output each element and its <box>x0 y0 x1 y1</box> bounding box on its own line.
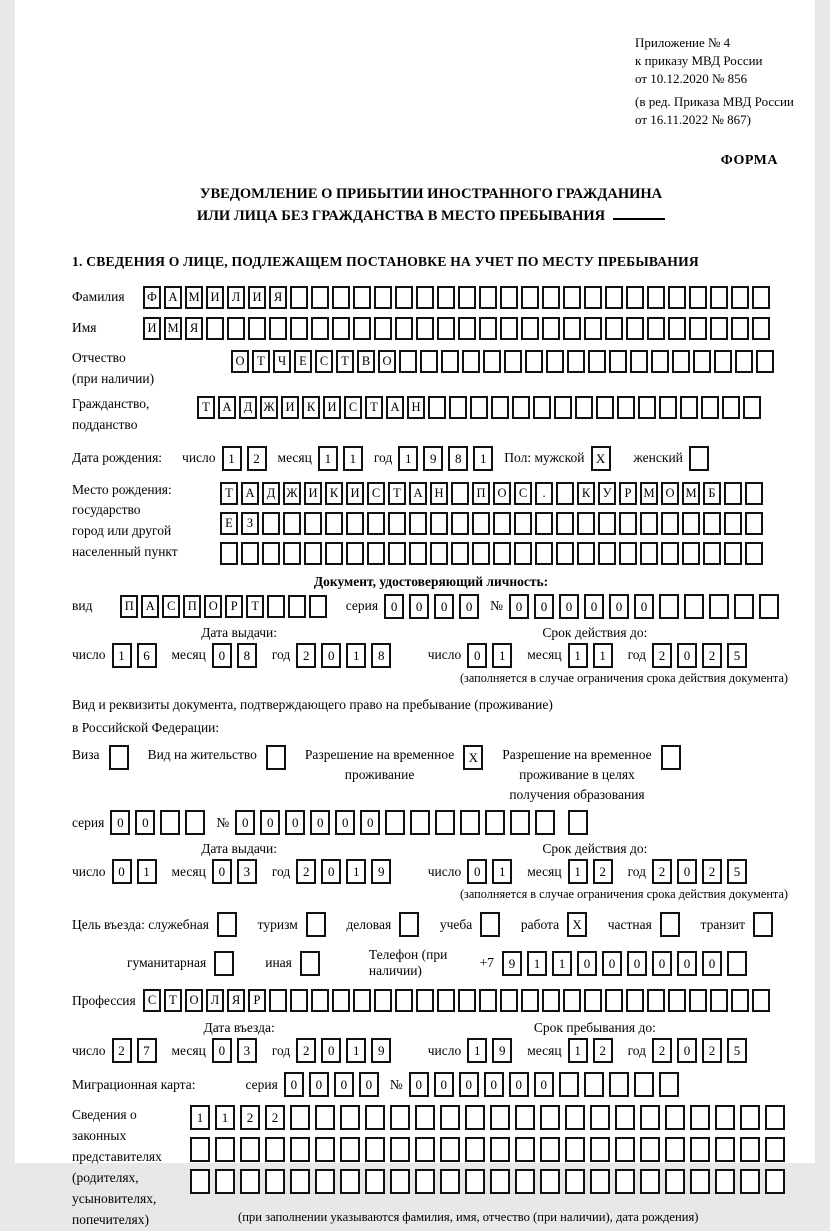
arrival-notification-form <box>15 0 815 1227</box>
purpose-private-label: частная <box>607 916 652 932</box>
res-valid-day-input[interactable]: 0 1 <box>467 859 517 884</box>
doc-issue-month-input[interactable]: 0 8 <box>212 643 262 668</box>
residence-doc-intro: Вид и реквизиты документа, подтверждающего право на пребывание (проживание) в Российской Федерации: <box>72 696 553 735</box>
appendix-line: от 10.12.2020 № 856 <box>635 71 748 87</box>
doc-type-input[interactable]: П А С П О Р Т <box>120 595 330 618</box>
entry-date-heading: Дата въезда: <box>203 1020 275 1036</box>
res-valid-day-label: число <box>427 863 462 879</box>
doc-valid-day-input[interactable]: 0 1 <box>467 643 517 668</box>
doc-series-input[interactable]: 0 0 0 0 <box>384 594 484 619</box>
res-issue-month-input[interactable]: 0 3 <box>212 859 262 884</box>
citizenship-input[interactable]: Т А Д Ж И К И С Т А Н <box>197 396 764 419</box>
purpose-transit-checkbox[interactable] <box>753 912 778 937</box>
doc-number-input[interactable]: 0 0 0 0 0 0 <box>509 594 784 619</box>
res-valid-year-label: год <box>627 863 646 879</box>
entry-purpose-row2 <box>72 947 790 979</box>
appendix-line: к приказу МВД России <box>635 53 763 69</box>
purpose-tourism-label: туризм <box>257 916 298 932</box>
blank-underline <box>613 216 665 220</box>
stay-year-input[interactable]: 2 0 2 5 <box>652 1038 752 1063</box>
mc-number-label: № <box>389 1076 403 1092</box>
representatives-row2-input[interactable] <box>190 1137 790 1162</box>
purpose-tourism-checkbox[interactable] <box>306 912 331 937</box>
purpose-other-label: иная <box>265 955 292 971</box>
purpose-service-checkbox[interactable] <box>217 912 242 937</box>
citizenship-label: Гражданство, подданство <box>72 395 150 432</box>
doc-valid-year-input[interactable]: 2 0 2 5 <box>652 643 752 668</box>
doc-issue-month-label: месяц <box>171 647 206 663</box>
birth-date-label: Дата рождения: <box>72 450 163 466</box>
stay-day-input[interactable]: 1 9 <box>467 1038 517 1063</box>
doc-issue-day-input[interactable]: 1 6 <box>112 643 162 668</box>
doc-valid-day-label: число <box>427 647 462 663</box>
purpose-work-checkbox[interactable]: X <box>567 912 592 937</box>
birth-month-input[interactable]: 1 1 <box>318 446 368 471</box>
residence-permit-option <box>148 745 291 770</box>
doc-valid-note: (заполняется в случае ограничения срока действия документа) <box>459 670 788 685</box>
phone-label: Телефон (при наличии) <box>368 947 448 979</box>
section1-heading: 1. СВЕДЕНИЯ О ЛИЦЕ, ПОДЛЕЖАЩЕМ ПОСТАНОВКЕ НА УЧЕТ ПО МЕСТУ ПРЕБЫВАНИЯ <box>72 253 699 269</box>
stay-until-heading: Срок пребывания до: <box>533 1020 656 1036</box>
mc-series-input[interactable]: 0 0 0 0 <box>284 1072 384 1097</box>
res-number-input[interactable]: 0 0 0 0 0 0 <box>235 810 593 835</box>
purpose-other-checkbox[interactable] <box>300 951 325 976</box>
edu-residence-label: Разрешение на временное проживание в целях получения образования <box>502 747 652 802</box>
entry-day-label: число <box>72 1042 106 1058</box>
res-valid-year-input[interactable]: 2 0 2 5 <box>652 859 752 884</box>
visa-option <box>72 745 134 770</box>
doc-valid-month-input[interactable]: 1 1 <box>568 643 618 668</box>
sex-male-label: Пол: мужской <box>504 450 585 466</box>
purpose-study-checkbox[interactable] <box>480 912 505 937</box>
entry-day-input[interactable]: 2 7 <box>112 1038 162 1063</box>
purpose-business-checkbox[interactable] <box>399 912 424 937</box>
sex-female-label: женский <box>633 450 683 466</box>
edu-residence-checkbox[interactable] <box>661 745 686 770</box>
amendment-line: (в ред. Приказа МВД России <box>635 93 794 109</box>
res-valid-month-input[interactable]: 1 2 <box>568 859 618 884</box>
doc-issue-year-input[interactable]: 2 0 1 8 <box>296 643 396 668</box>
birth-year-input[interactable]: 1 9 8 1 <box>398 446 498 471</box>
temp-residence-checkbox[interactable]: X <box>463 745 488 770</box>
entry-date-group <box>72 1020 406 1063</box>
birth-day-input[interactable]: 1 2 <box>222 446 272 471</box>
res-issue-heading: Дата выдачи: <box>201 841 278 857</box>
form-title-line2: ИЛИ ЛИЦА БЕЗ ГРАЖДАНСТВА В МЕСТО ПРЕБЫВАНИЯ <box>72 205 790 227</box>
purpose-humanitarian-checkbox[interactable] <box>214 951 239 976</box>
birth-place-row3-input[interactable] <box>220 542 766 565</box>
res-valid-date-group <box>428 841 762 884</box>
birth-month-label: месяц <box>277 450 312 466</box>
res-valid-heading: Срок действия до: <box>542 841 648 857</box>
doc-valid-month-label: месяц <box>527 647 562 663</box>
doc-issue-day-label: число <box>72 647 106 663</box>
entry-month-input[interactable]: 0 3 <box>212 1038 262 1063</box>
amendment-line: от 16.11.2022 № 867) <box>635 111 752 127</box>
res-issue-year-input[interactable]: 2 0 1 9 <box>296 859 396 884</box>
birth-place-row1-input[interactable]: Т А Д Ж И К И С Т А Н П О С . К У Р М О М Б <box>220 482 766 505</box>
visa-label: Виза <box>72 747 100 763</box>
doc-type-label: вид <box>72 598 93 614</box>
doc-valid-heading: Срок действия до: <box>542 624 648 640</box>
res-series-label: серия <box>72 814 105 830</box>
temp-residence-option <box>305 745 488 784</box>
residence-permit-label: Вид на жительство <box>147 747 257 763</box>
purpose-study-label: учеба <box>439 916 473 932</box>
purpose-label: Цель въезда: служебная <box>72 916 209 932</box>
form-title <box>72 183 790 228</box>
visa-checkbox[interactable] <box>109 745 134 770</box>
representatives-note: (при заполнении указываются фамилия, имя, отчество (при наличии), дата рождения) <box>238 1210 699 1225</box>
entry-month-label: месяц <box>171 1042 206 1058</box>
purpose-work-label: работа <box>520 916 560 932</box>
residence-doc-types <box>72 745 790 804</box>
profession-label: Профессия <box>72 992 136 1008</box>
surname-input[interactable]: Ф А М И Л И Я <box>143 286 773 309</box>
birth-place-label: Место рождения: государство город или другой населенный пункт <box>72 481 178 560</box>
res-issue-month-label: месяц <box>171 863 206 879</box>
patronymic-input[interactable]: О Т Ч Е С Т В О <box>231 350 777 373</box>
appendix-reference <box>635 34 830 129</box>
doc-series-label: серия <box>345 598 379 614</box>
temp-residence-label: Разрешение на временное проживание <box>304 747 455 782</box>
phone-input[interactable]: 9 1 1 0 0 0 0 0 0 <box>502 951 752 976</box>
doc-valid-date-group <box>428 625 762 668</box>
residence-permit-checkbox[interactable] <box>266 745 291 770</box>
surname-label: Фамилия <box>72 289 125 305</box>
sex-female-checkbox[interactable] <box>689 446 714 471</box>
profession-input[interactable]: С Т О Л Я Р <box>143 989 773 1012</box>
sex-male-checkbox[interactable]: X <box>591 446 616 471</box>
entry-year-input[interactable]: 2 0 1 9 <box>296 1038 396 1063</box>
migration-card-label: Миграционная карта: <box>72 1076 196 1092</box>
identity-doc-heading: Документ, удостоверяющий личность: <box>313 573 549 589</box>
purpose-business-label: деловая <box>346 916 392 932</box>
stay-month-input[interactable]: 1 2 <box>568 1038 618 1063</box>
res-series-input[interactable]: 0 0 <box>110 810 210 835</box>
name-label: Имя <box>72 320 97 336</box>
mc-series-label: серия <box>245 1076 278 1092</box>
birth-place-row2-input[interactable]: Е З <box>220 512 766 535</box>
doc-issue-date-group <box>72 625 406 668</box>
doc-issue-heading: Дата выдачи: <box>201 624 278 640</box>
purpose-transit-label: транзит <box>700 916 745 932</box>
stay-year-label: год <box>627 1042 646 1058</box>
doc-issue-year-label: год <box>271 647 291 663</box>
res-number-label: № <box>216 814 230 830</box>
stay-month-label: месяц <box>527 1042 562 1058</box>
appendix-line: Приложение № 4 <box>635 35 731 50</box>
representatives-label: Сведения о законных представителях (родителях, усыновителях, попечителях) <box>72 1107 162 1227</box>
representatives-row3-input[interactable] <box>190 1169 790 1194</box>
res-issue-year-label: год <box>271 863 291 879</box>
res-issue-day-input[interactable]: 0 1 <box>112 859 162 884</box>
patronymic-label: Отчество (при наличии) <box>72 349 155 386</box>
phone-prefix: +7 <box>479 955 494 971</box>
name-input[interactable]: И М Я <box>143 317 773 340</box>
res-valid-note: (заполняется в случае ограничения срока действия документа) <box>459 887 788 902</box>
representatives-row1-input[interactable]: 1 1 2 2 <box>190 1105 790 1130</box>
res-issue-day-label: число <box>72 863 106 879</box>
edu-residence-option <box>502 745 685 804</box>
purpose-private-checkbox[interactable] <box>660 912 685 937</box>
forma-label: ФОРМА <box>720 152 778 168</box>
birth-day-label: число <box>182 450 216 466</box>
stay-day-label: число <box>427 1042 462 1058</box>
doc-number-label: № <box>490 598 503 614</box>
doc-valid-year-label: год <box>627 647 646 663</box>
purpose-humanitarian-label: гуманитарная <box>127 955 207 971</box>
birth-year-label: год <box>373 450 393 466</box>
entry-purpose-row1 <box>72 912 790 937</box>
stay-until-group <box>428 1020 762 1063</box>
entry-year-label: год <box>271 1042 291 1058</box>
res-valid-month-label: месяц <box>527 863 562 879</box>
mc-number-input[interactable]: 0 0 0 0 0 0 <box>409 1072 684 1097</box>
form-title-line1: УВЕДОМЛЕНИЕ О ПРИБЫТИИ ИНОСТРАННОГО ГРАЖДАНИНА <box>199 185 663 202</box>
res-issue-date-group <box>72 841 406 884</box>
